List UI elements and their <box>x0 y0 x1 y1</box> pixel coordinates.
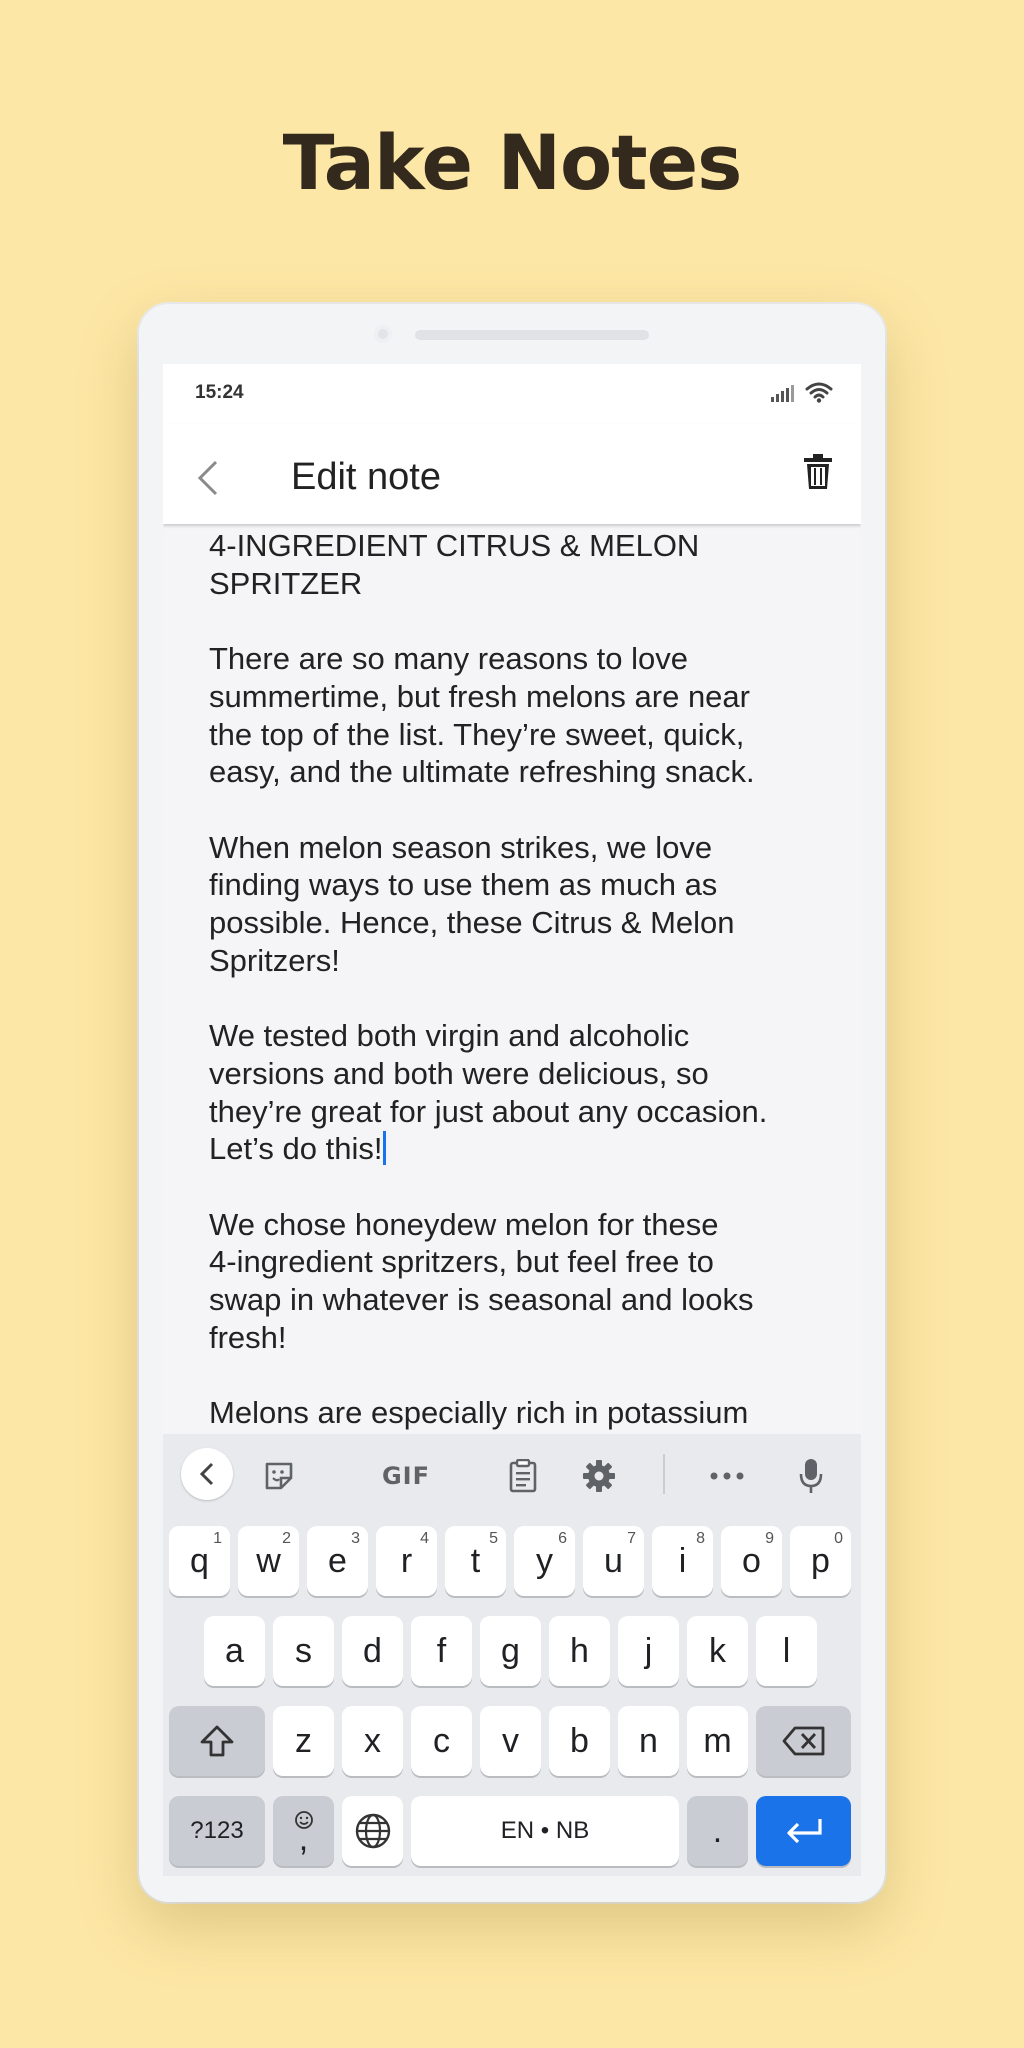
key-label: p <box>811 1541 830 1580</box>
key-y[interactable] <box>514 1526 575 1596</box>
cellular-signal-icon <box>771 384 795 407</box>
shift-key[interactable] <box>169 1706 265 1776</box>
comma-emoji-key[interactable] <box>273 1796 334 1866</box>
key-m[interactable]: m <box>687 1706 748 1776</box>
key-u[interactable] <box>583 1526 644 1596</box>
key-j[interactable]: j <box>618 1616 679 1686</box>
note-text-before-cursor: 4-INGREDIENT CITRUS & MELON SPRITZER There are so many reasons to love summertime, but fresh melons are near the top of the list. They’re sweet, quick, easy, and the ultimate refreshing snack. When melon season strikes, we love finding ways to use them as much as possible. Hence, these Citrus & Melon Spritzers! We tested both virgin and alcoholic versions and both were delicious, so they’re great for just about any occasion. Let’s do this! <box>209 528 768 1167</box>
key-c[interactable]: c <box>411 1706 472 1776</box>
key-e[interactable] <box>307 1526 368 1596</box>
key-label: o <box>742 1541 761 1580</box>
key-label: i <box>678 1541 687 1580</box>
key-f[interactable]: f <box>411 1616 472 1686</box>
key-b[interactable]: b <box>549 1706 610 1776</box>
key-v[interactable]: v <box>480 1706 541 1776</box>
key-label: w <box>256 1541 281 1580</box>
more-options-icon[interactable] <box>703 1452 751 1500</box>
key-hint: 6 <box>558 1530 567 1547</box>
enter-arrow-icon <box>784 1817 824 1845</box>
key-z[interactable]: z <box>273 1706 334 1776</box>
comma-label: , <box>298 1820 309 1858</box>
key-l[interactable]: l <box>756 1616 817 1686</box>
key-d[interactable]: d <box>342 1616 403 1686</box>
key-t[interactable] <box>445 1526 506 1596</box>
enter-key[interactable] <box>756 1796 851 1866</box>
key-p[interactable] <box>790 1526 851 1596</box>
symbols-key[interactable]: ?123 <box>169 1796 265 1866</box>
key-hint: 9 <box>765 1530 774 1547</box>
shift-arrow-icon <box>199 1724 235 1758</box>
key-hint: 2 <box>282 1530 291 1547</box>
backspace-key[interactable] <box>756 1706 851 1776</box>
key-h[interactable]: h <box>549 1616 610 1686</box>
key-w[interactable] <box>238 1526 299 1596</box>
period-key[interactable]: . <box>687 1796 748 1866</box>
status-time: 15:24 <box>195 382 244 403</box>
clipboard-icon[interactable] <box>499 1452 547 1500</box>
front-camera <box>374 325 392 343</box>
key-k[interactable]: k <box>687 1616 748 1686</box>
key-label: r <box>400 1541 413 1580</box>
status-bar <box>163 364 861 424</box>
back-arrow-icon[interactable] <box>197 460 219 501</box>
key-q[interactable] <box>169 1526 230 1596</box>
key-hint: 8 <box>696 1530 705 1547</box>
key-i[interactable] <box>652 1526 713 1596</box>
key-hint: 4 <box>420 1530 429 1547</box>
key-label: u <box>604 1541 623 1580</box>
key-hint: 3 <box>351 1530 360 1547</box>
key-o[interactable] <box>721 1526 782 1596</box>
key-g[interactable]: g <box>480 1616 541 1686</box>
key-r[interactable] <box>376 1526 437 1596</box>
key-x[interactable]: x <box>342 1706 403 1776</box>
trash-icon[interactable] <box>803 454 833 495</box>
text-cursor <box>383 1131 386 1165</box>
note-text-after-cursor: We chose honeydew melon for these 4-ingredient spritzers, but feel free to swap in whatever is seasonal and looks fresh! Melons are especially rich in potassium <box>209 1206 754 1431</box>
space-bar[interactable]: EN • NB <box>411 1796 679 1866</box>
key-label: e <box>328 1541 347 1580</box>
key-hint: 0 <box>834 1530 843 1547</box>
keyboard-collapse-chevron-icon[interactable] <box>181 1448 233 1500</box>
key-a[interactable]: a <box>204 1616 265 1686</box>
settings-gear-icon[interactable] <box>575 1452 623 1500</box>
on-screen-keyboard <box>163 1434 861 1876</box>
microphone-icon[interactable] <box>787 1452 835 1500</box>
wifi-icon <box>805 381 833 408</box>
backspace-icon <box>782 1726 826 1756</box>
gif-button[interactable] <box>371 1452 441 1500</box>
key-label: q <box>190 1541 209 1580</box>
keyboard-toolbar <box>163 1434 861 1516</box>
earpiece-speaker <box>415 330 649 340</box>
phone-screen <box>163 364 861 1876</box>
language-switch-key[interactable] <box>342 1796 403 1866</box>
key-s[interactable]: s <box>273 1616 334 1686</box>
headline: Take Notes <box>282 118 742 207</box>
toolbar-divider <box>663 1454 665 1494</box>
key-hint: 1 <box>213 1530 222 1547</box>
key-hint: 5 <box>489 1530 498 1547</box>
sticker-icon[interactable] <box>255 1452 303 1500</box>
key-hint: 7 <box>627 1530 636 1547</box>
key-label: t <box>470 1541 481 1580</box>
app-bar <box>163 424 861 524</box>
page-title: Edit note <box>291 456 441 498</box>
key-label: y <box>536 1541 553 1580</box>
key-n[interactable]: n <box>618 1706 679 1776</box>
gif-label: GIF <box>381 1462 431 1490</box>
globe-icon <box>354 1812 392 1850</box>
